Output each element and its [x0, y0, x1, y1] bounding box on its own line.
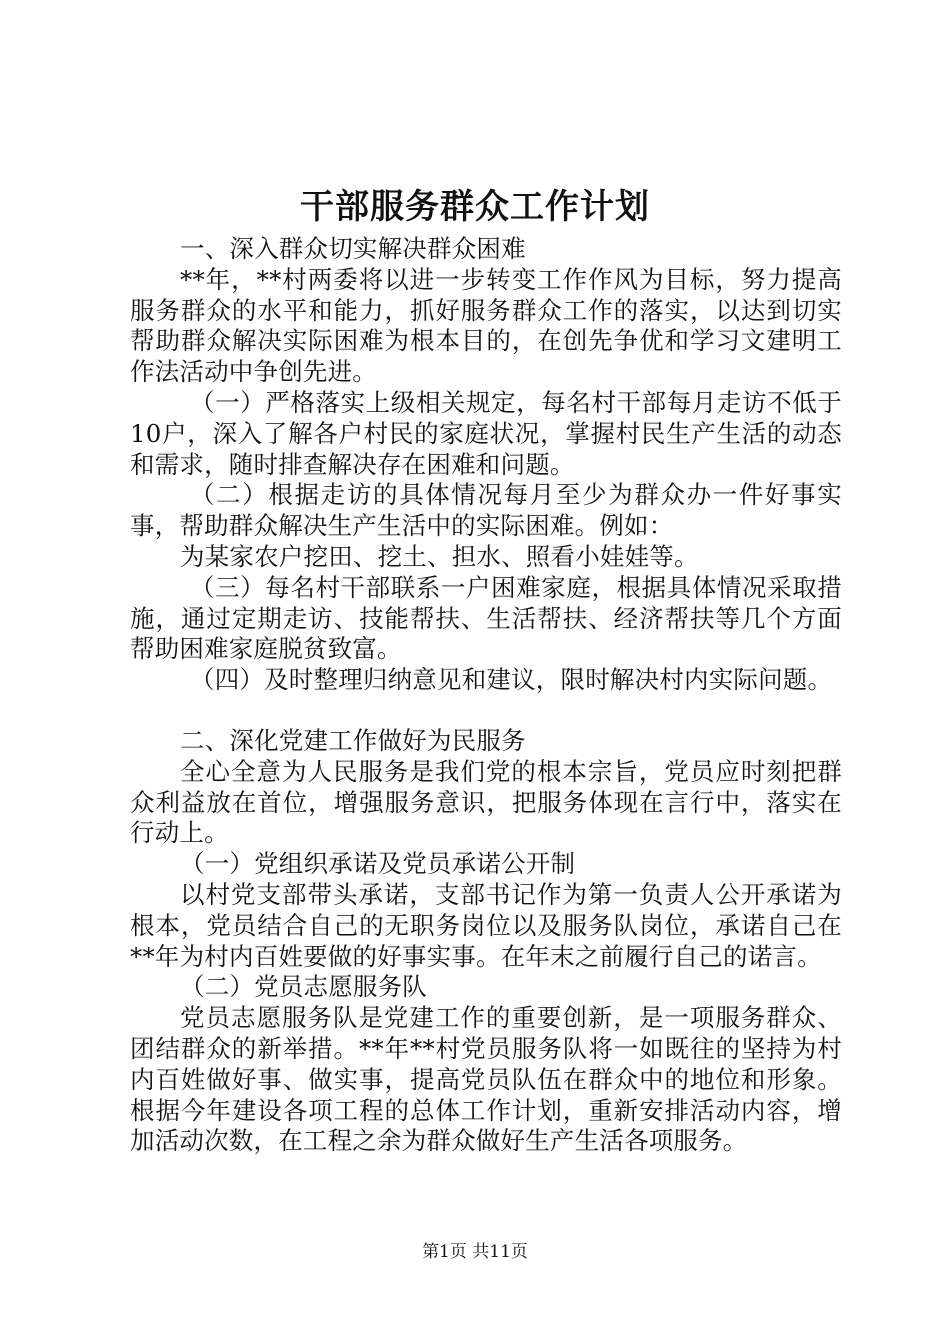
- section2-intro: 全心全意为人民服务是我们党的根本宗旨，党员应时刻把群众利益放在首位，增强服务意识，把服务体现在言行中，落实在行动上。: [130, 756, 842, 848]
- document-body: [130, 234, 842, 1157]
- section2-sub2-heading: （二）党员志愿服务队: [180, 972, 427, 1002]
- section1-heading: 一、深入群众切实解决群众困难: [180, 234, 526, 263]
- section1-item3: （三）每名村干部联系一户困难家庭，根据具体情况采取措施，通过定期走访、技能帮扶、生活帮扶、经济帮扶等几个方面帮助困难家庭脱贫致富。: [130, 572, 842, 664]
- section1-item2-example: 为某家农户挖田、挖土、担水、照看小娃娃等。: [180, 541, 699, 571]
- section2-sub2-body: 党员志愿服务队是党建工作的重要创新，是一项服务群众、团结群众的新举措。**年**村党员服务队将一如既往的坚持为村内百姓做好事、做实事，提高党员队伍在群众中的地位和形象。根据今年建设各项工程的总体工作计划，重新安排活动内容，增加活动次数，在工程之余为群众做好生产生活各项服务。: [130, 1003, 842, 1156]
- section1-item4: （四）及时整理归纳意见和建议，限时解决村内实际问题。: [190, 665, 833, 695]
- document-title: 干部服务群众工作计划: [300, 187, 650, 227]
- section1-item1: （一）严格落实上级相关规定，每名村干部每月走访不低于10户，深入了解各户村民的家庭状况，掌握村民生产生活的动态和需求，随时排查解决存在困难和问题。: [130, 387, 842, 479]
- section2-heading: 二、深化党建工作做好为民服务: [180, 725, 526, 755]
- section1-intro: **年，**村两委将以进一步转变工作作风为目标，努力提高服务群众的水平和能力，抓好服务群众工作的落实，以达到切实帮助群众解决实际困难为根本目的，在创先争优和学习文建明工作法活动中争创先进。: [130, 264, 842, 387]
- section-gap: [130, 696, 842, 726]
- section2-sub1-body: 以村党支部带头承诺，支部书记作为第一负责人公开承诺为根本，党员结合自己的无职务岗位以及服务队岗位，承诺自己在**年为村内百姓要做的好事实事。在年末之前履行自己的诺言。: [130, 879, 842, 971]
- section2-sub1-heading: （一）党组织承诺及党员承诺公开制: [180, 849, 576, 879]
- section1-item2: （二）根据走访的具体情况每月至少为群众办一件好事实事，帮助群众解决生产生活中的实际困难。例如：: [130, 480, 842, 541]
- page-footer: 第1页 共11页: [422, 1242, 528, 1262]
